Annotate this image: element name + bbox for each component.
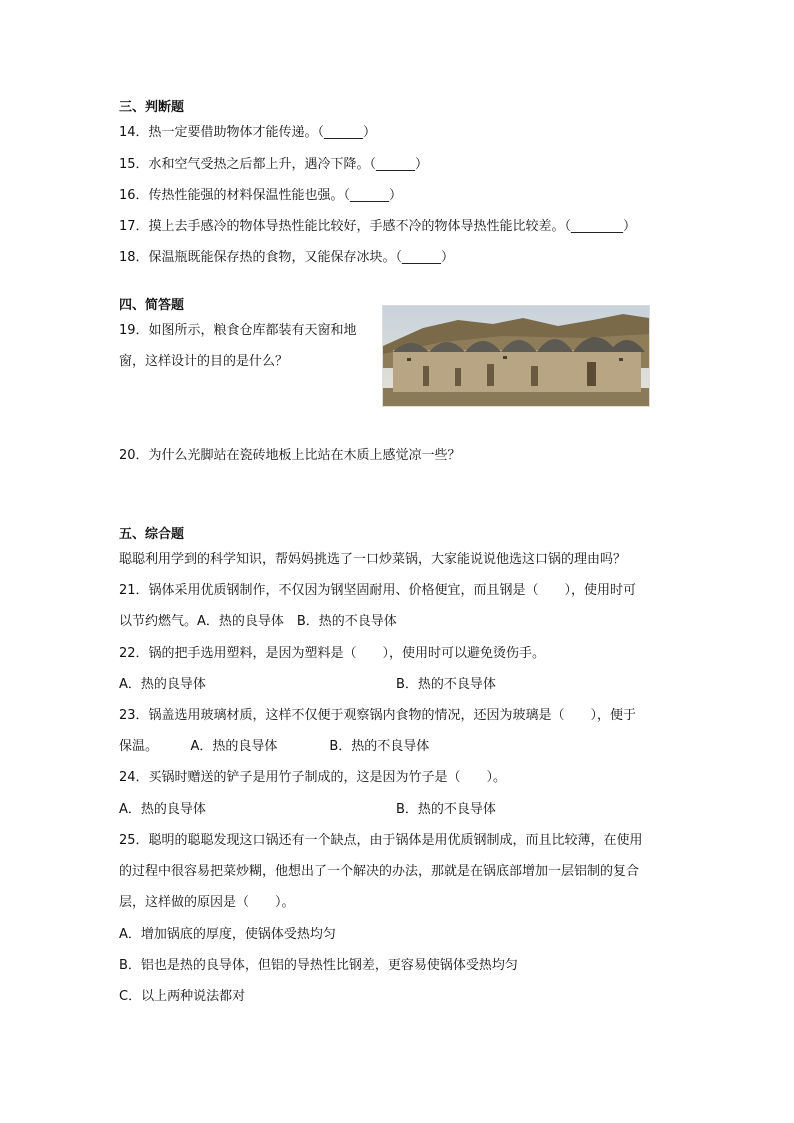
question-17: 17．摸上去手感冷的物体导热性能比较好，手感不冷的物体导热性能比较差。（________） [119, 219, 637, 234]
question-19-line-1: 19．如图所示，粮食仓库都装有天窗和地 [119, 323, 357, 338]
question-25-line-3: 层，这样做的原因是（ ）。 [119, 895, 295, 910]
question-24: 24．买锅时赠送的铲子是用竹子制成的，这是因为竹子是（ ）。 [119, 770, 507, 785]
question-21-line-1: 21．锅体采用优质钢制作，不仅因为钢坚固耐用、价格便宜，而且钢是（ ），使用时可 [119, 583, 637, 598]
question-25-option-c: C．以上两种说法都对 [119, 989, 246, 1004]
question-23-line-1: 23．锅盖选用玻璃材质，这样不仅便于观察锅内食物的情况，还因为玻璃是（ ），便于 [119, 708, 637, 723]
question-22: 22．锅的把手选用塑料，是因为塑料是（ ），使用时可以避免烫伤手。 [119, 646, 546, 661]
question-25-line-2: 的过程中很容易把菜炒糊，他想出了一个解决的办法，那就是在锅底部增加一层铝制的复合 [119, 864, 640, 879]
section-3-heading: 三、判断题 [119, 100, 185, 115]
question-23-line-2: 保温。 A．热的良导体 B．热的不良导体 [119, 739, 430, 754]
section-5-heading: 五、综合题 [119, 527, 185, 542]
question-18: 18．保温瓶既能保存热的食物，又能保存冰块。（______） [119, 250, 455, 265]
question-16: 16．传热性能强的材料保温性能也强。（______） [119, 188, 403, 203]
question-25-option-a: A．增加锅底的厚度，使锅体受热均匀 [119, 927, 336, 942]
question-24-option-a: A．热的良导体 [119, 802, 206, 817]
question-24-option-b: B．热的不良导体 [396, 802, 496, 817]
question-25-option-b: B．铝也是热的良导体，但铝的导热性比钢差，更容易使锅体受热均匀 [119, 958, 518, 973]
question-20: 20．为什么光脚站在瓷砖地板上比站在木质上感觉凉一些？ [119, 448, 461, 463]
question-14: 14．热一定要借助物体才能传递。（______） [119, 125, 377, 140]
question-21-line-2: 以节约燃气。A．热的良导体 B．热的不良导体 [119, 614, 397, 629]
question-25-line-1: 25．聪明的聪聪发现这口锅还有一个缺点，由于锅体是用优质钢制成，而且比较薄，在使用 [119, 833, 643, 848]
section-4-heading: 四、简答题 [119, 298, 185, 313]
section-5-intro: 聪聪利用学到的科学知识，帮妈妈挑选了一口炒菜锅，大家能说说他选这口锅的理由吗？ [119, 552, 627, 567]
question-22-option-a: A．热的良导体 [119, 677, 206, 692]
granary-photo [382, 305, 650, 407]
question-22-option-b: B．热的不良导体 [396, 677, 496, 692]
question-19-line-2: 窗，这样设计的目的是什么？ [119, 354, 289, 369]
question-15: 15．水和空气受热之后都上升，遇冷下降。（______） [119, 157, 429, 172]
